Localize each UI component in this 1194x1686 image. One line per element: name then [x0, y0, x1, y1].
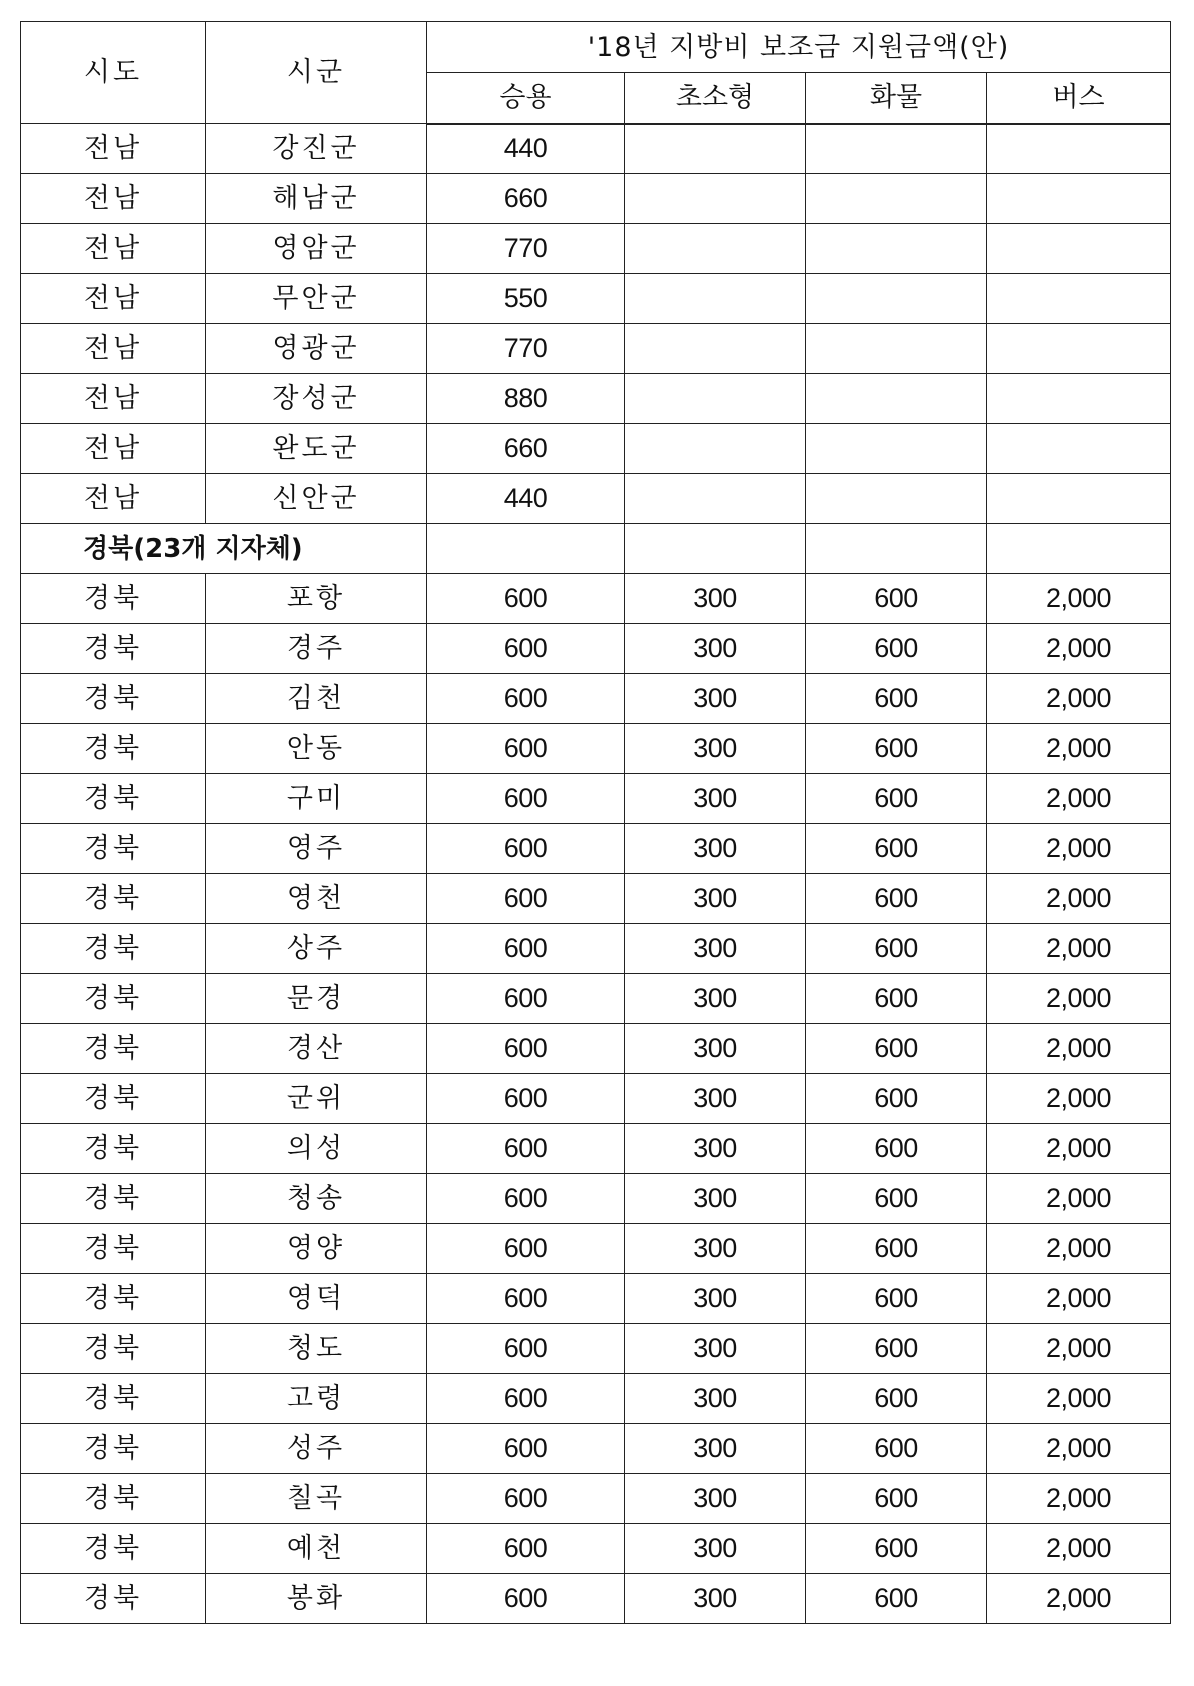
passenger-value: 600 [427, 774, 625, 824]
table-row [21, 1474, 1171, 1524]
bus-value: 2,000 [987, 1574, 1171, 1624]
sigun-cell: 안동 [206, 724, 427, 774]
bus-value: 2,000 [987, 1074, 1171, 1124]
truck-value: 600 [806, 1174, 987, 1224]
table-row [21, 374, 1171, 424]
table-row [21, 824, 1171, 874]
truck-value [806, 374, 987, 424]
sigun-cell: 영천 [206, 874, 427, 924]
sigun-cell: 영암군 [206, 224, 427, 274]
table-row [21, 1324, 1171, 1374]
table-row [21, 924, 1171, 974]
sigun-cell: 청도 [206, 1324, 427, 1374]
sido-cell: 경북 [21, 1474, 206, 1524]
passenger-value: 600 [427, 824, 625, 874]
empty-cell [427, 524, 625, 574]
bus-value [987, 224, 1171, 274]
micro-value [625, 224, 806, 274]
micro-value: 300 [625, 674, 806, 724]
table-header [21, 22, 1171, 124]
header-passenger: 승용 [427, 73, 625, 124]
sido-cell: 경북 [21, 1524, 206, 1574]
micro-value [625, 474, 806, 524]
sido-cell: 경북 [21, 974, 206, 1024]
bus-value: 2,000 [987, 1124, 1171, 1174]
sido-cell: 경북 [21, 1224, 206, 1274]
sido-cell: 경북 [21, 1424, 206, 1474]
micro-value: 300 [625, 1174, 806, 1224]
sido-cell: 전남 [21, 224, 206, 274]
bus-value: 2,000 [987, 1274, 1171, 1324]
sigun-cell: 청송 [206, 1174, 427, 1224]
micro-value: 300 [625, 1124, 806, 1174]
sigun-cell: 영주 [206, 824, 427, 874]
truck-value: 600 [806, 574, 987, 624]
passenger-value: 770 [427, 324, 625, 374]
table-row [21, 124, 1171, 174]
sido-cell: 전남 [21, 324, 206, 374]
micro-value: 300 [625, 1324, 806, 1374]
truck-value [806, 224, 987, 274]
sigun-cell: 영양 [206, 1224, 427, 1274]
micro-value [625, 424, 806, 474]
sigun-cell: 완도군 [206, 424, 427, 474]
micro-value: 300 [625, 1024, 806, 1074]
sido-cell: 경북 [21, 1124, 206, 1174]
table-row [21, 1524, 1171, 1574]
truck-value: 600 [806, 1224, 987, 1274]
table-row [21, 174, 1171, 224]
sigun-cell: 군위 [206, 1074, 427, 1124]
truck-value: 600 [806, 1124, 987, 1174]
bus-value: 2,000 [987, 1024, 1171, 1074]
bus-value [987, 474, 1171, 524]
micro-value: 300 [625, 1424, 806, 1474]
truck-value: 600 [806, 624, 987, 674]
truck-value: 600 [806, 874, 987, 924]
bus-value: 2,000 [987, 924, 1171, 974]
table-row [21, 1374, 1171, 1424]
truck-value: 600 [806, 1474, 987, 1524]
sido-cell: 경북 [21, 1374, 206, 1424]
truck-value: 600 [806, 1324, 987, 1374]
micro-value [625, 374, 806, 424]
table-row [21, 424, 1171, 474]
bus-value [987, 424, 1171, 474]
sigun-cell: 성주 [206, 1424, 427, 1474]
sido-cell: 경북 [21, 1024, 206, 1074]
sigun-cell: 경산 [206, 1024, 427, 1074]
passenger-value: 600 [427, 1274, 625, 1324]
truck-value: 600 [806, 1274, 987, 1324]
table-row [21, 1124, 1171, 1174]
table-row [21, 1574, 1171, 1624]
passenger-value: 600 [427, 624, 625, 674]
truck-value: 600 [806, 1574, 987, 1624]
table-row [21, 624, 1171, 674]
micro-value: 300 [625, 1224, 806, 1274]
bus-value [987, 374, 1171, 424]
truck-value [806, 424, 987, 474]
passenger-value: 600 [427, 874, 625, 924]
table-row [21, 1424, 1171, 1474]
header-sigun: 시군 [206, 22, 427, 124]
micro-value: 300 [625, 774, 806, 824]
sigun-cell: 해남군 [206, 174, 427, 224]
micro-value: 300 [625, 1524, 806, 1574]
passenger-value: 600 [427, 1574, 625, 1624]
micro-value: 300 [625, 924, 806, 974]
table-row [21, 1274, 1171, 1324]
bus-value: 2,000 [987, 674, 1171, 724]
passenger-value: 600 [427, 974, 625, 1024]
sido-cell: 경북 [21, 724, 206, 774]
bus-value: 2,000 [987, 1374, 1171, 1424]
table-row [21, 874, 1171, 924]
bus-value: 2,000 [987, 774, 1171, 824]
sido-cell: 전남 [21, 274, 206, 324]
passenger-value: 600 [427, 724, 625, 774]
truck-value: 600 [806, 824, 987, 874]
header-truck: 화물 [806, 73, 987, 124]
table-row [21, 724, 1171, 774]
bus-value: 2,000 [987, 574, 1171, 624]
passenger-value: 600 [427, 674, 625, 724]
sigun-cell: 영덕 [206, 1274, 427, 1324]
truck-value: 600 [806, 1424, 987, 1474]
sigun-cell: 강진군 [206, 124, 427, 174]
micro-value [625, 124, 806, 174]
table-row [21, 574, 1171, 624]
table-row [21, 1024, 1171, 1074]
micro-value: 300 [625, 724, 806, 774]
sigun-cell: 무안군 [206, 274, 427, 324]
passenger-value: 600 [427, 1374, 625, 1424]
sigun-cell: 상주 [206, 924, 427, 974]
sido-cell: 전남 [21, 374, 206, 424]
truck-value [806, 174, 987, 224]
bus-value [987, 174, 1171, 224]
table-row [21, 974, 1171, 1024]
passenger-value: 600 [427, 1224, 625, 1274]
truck-value: 600 [806, 1524, 987, 1574]
sido-cell: 전남 [21, 474, 206, 524]
passenger-value: 550 [427, 274, 625, 324]
table-row [21, 674, 1171, 724]
sigun-cell: 고령 [206, 1374, 427, 1424]
sido-cell: 경북 [21, 674, 206, 724]
bus-value: 2,000 [987, 1474, 1171, 1524]
micro-value: 300 [625, 1274, 806, 1324]
table-row [21, 224, 1171, 274]
truck-value: 600 [806, 1074, 987, 1124]
micro-value: 300 [625, 574, 806, 624]
table-row [21, 1174, 1171, 1224]
sido-cell: 경북 [21, 1324, 206, 1374]
truck-value: 600 [806, 974, 987, 1024]
truck-value: 600 [806, 1024, 987, 1074]
micro-value [625, 274, 806, 324]
passenger-value: 600 [427, 1174, 625, 1224]
sigun-cell: 의성 [206, 1124, 427, 1174]
truck-value: 600 [806, 924, 987, 974]
passenger-value: 770 [427, 224, 625, 274]
bus-value: 2,000 [987, 1424, 1171, 1474]
bus-value: 2,000 [987, 1524, 1171, 1574]
sigun-cell: 봉화 [206, 1574, 427, 1624]
table-row [21, 474, 1171, 524]
sigun-cell: 포항 [206, 574, 427, 624]
passenger-value: 600 [427, 1324, 625, 1374]
sido-cell: 전남 [21, 174, 206, 224]
passenger-value: 600 [427, 1424, 625, 1474]
passenger-value: 660 [427, 174, 625, 224]
empty-cell [625, 524, 806, 574]
sido-cell: 경북 [21, 574, 206, 624]
bus-value [987, 274, 1171, 324]
table-row [21, 324, 1171, 374]
table-body [21, 124, 1171, 1624]
truck-value: 600 [806, 774, 987, 824]
micro-value: 300 [625, 824, 806, 874]
sigun-cell: 칠곡 [206, 1474, 427, 1524]
passenger-value: 600 [427, 1074, 625, 1124]
table-row [21, 774, 1171, 824]
micro-value: 300 [625, 624, 806, 674]
sigun-cell: 문경 [206, 974, 427, 1024]
micro-value [625, 324, 806, 374]
truck-value [806, 124, 987, 174]
sido-cell: 경북 [21, 924, 206, 974]
table-row [21, 1224, 1171, 1274]
bus-value [987, 124, 1171, 174]
section-header-row [21, 524, 1171, 574]
micro-value: 300 [625, 874, 806, 924]
sido-cell: 경북 [21, 1574, 206, 1624]
sido-cell: 경북 [21, 824, 206, 874]
truck-value: 600 [806, 1374, 987, 1424]
passenger-value: 600 [427, 1524, 625, 1574]
micro-value: 300 [625, 1074, 806, 1124]
micro-value: 300 [625, 974, 806, 1024]
passenger-value: 600 [427, 1124, 625, 1174]
sido-cell: 경북 [21, 624, 206, 674]
passenger-value: 600 [427, 1024, 625, 1074]
micro-value: 300 [625, 1574, 806, 1624]
sigun-cell: 영광군 [206, 324, 427, 374]
micro-value: 300 [625, 1474, 806, 1524]
passenger-value: 440 [427, 124, 625, 174]
truck-value [806, 324, 987, 374]
truck-value [806, 474, 987, 524]
bus-value: 2,000 [987, 624, 1171, 674]
table-row [21, 274, 1171, 324]
truck-value [806, 274, 987, 324]
passenger-value: 660 [427, 424, 625, 474]
sigun-cell: 장성군 [206, 374, 427, 424]
sido-cell: 경북 [21, 874, 206, 924]
header-bus: 버스 [987, 73, 1171, 124]
header-subsidy-group: '18년 지방비 보조금 지원금액(안) [427, 22, 1171, 73]
table-row [21, 1074, 1171, 1124]
micro-value: 300 [625, 1374, 806, 1424]
sido-cell: 경북 [21, 1274, 206, 1324]
bus-value [987, 324, 1171, 374]
empty-cell [987, 524, 1171, 574]
sido-cell: 경북 [21, 1174, 206, 1224]
subsidy-table [20, 21, 1171, 1624]
bus-value: 2,000 [987, 1174, 1171, 1224]
bus-value: 2,000 [987, 974, 1171, 1024]
passenger-value: 880 [427, 374, 625, 424]
passenger-value: 600 [427, 574, 625, 624]
bus-value: 2,000 [987, 824, 1171, 874]
sigun-cell: 경주 [206, 624, 427, 674]
truck-value: 600 [806, 724, 987, 774]
sigun-cell: 예천 [206, 1524, 427, 1574]
bus-value: 2,000 [987, 1324, 1171, 1374]
section-title: 경북(23개 지자체) [21, 524, 427, 574]
header-row-top [21, 22, 1171, 73]
sido-cell: 전남 [21, 124, 206, 174]
bus-value: 2,000 [987, 1224, 1171, 1274]
passenger-value: 600 [427, 1474, 625, 1524]
truck-value: 600 [806, 674, 987, 724]
sigun-cell: 신안군 [206, 474, 427, 524]
bus-value: 2,000 [987, 874, 1171, 924]
sido-cell: 경북 [21, 774, 206, 824]
sigun-cell: 김천 [206, 674, 427, 724]
micro-value [625, 174, 806, 224]
header-sido: 시도 [21, 22, 206, 124]
bus-value: 2,000 [987, 724, 1171, 774]
empty-cell [806, 524, 987, 574]
sido-cell: 전남 [21, 424, 206, 474]
sigun-cell: 구미 [206, 774, 427, 824]
passenger-value: 600 [427, 924, 625, 974]
passenger-value: 440 [427, 474, 625, 524]
sido-cell: 경북 [21, 1074, 206, 1124]
header-micro: 초소형 [625, 73, 806, 124]
